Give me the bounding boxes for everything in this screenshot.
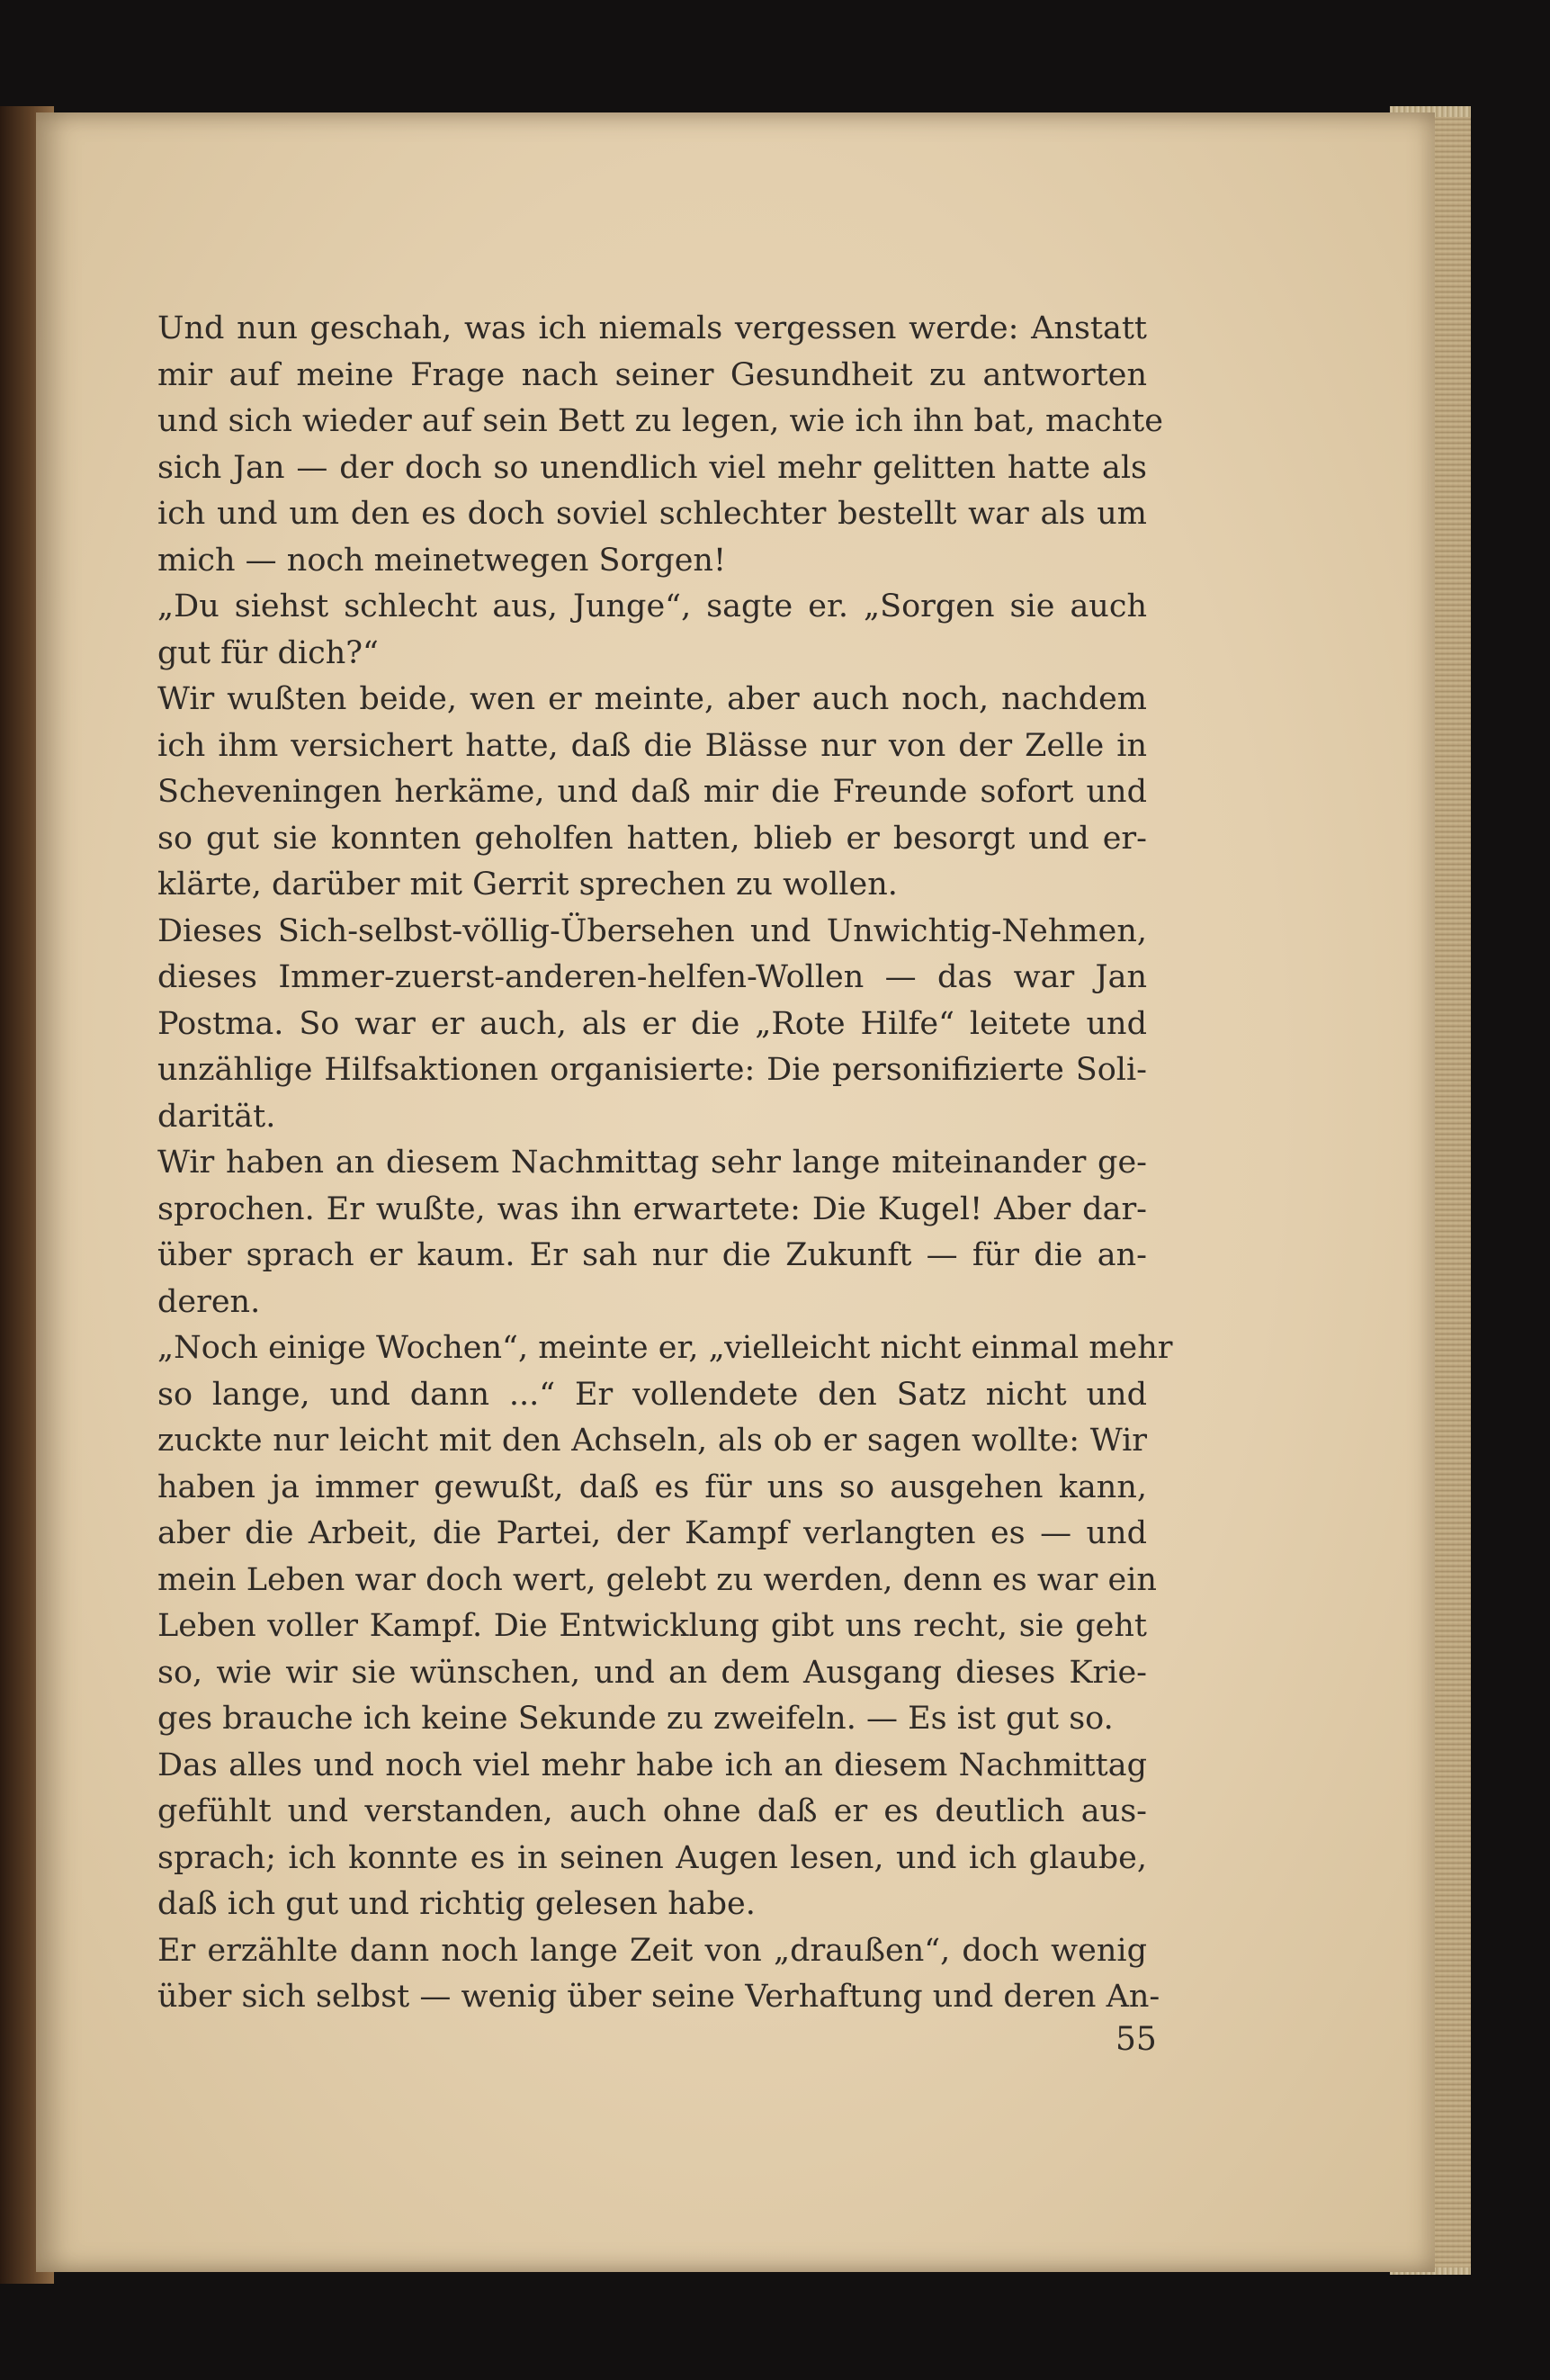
text-line: Wir wußten beide, wen er meinte, aber auch noch, nachdem: [157, 681, 1147, 717]
book-cover-edge: [1435, 117, 1471, 2268]
text-line: so gut sie konnten geholfen hatten, blieb er besorgt und er-: [157, 820, 1147, 857]
text-line: mein Leben war doch wert, gelebt zu werden, denn es war ein: [157, 1561, 1157, 1598]
text-line: mich — noch meinetwegen Sorgen!: [157, 542, 727, 579]
text-line: und sich wieder auf sein Bett zu legen, wie ich ihn bat, machte: [157, 403, 1163, 439]
text-line: daß ich gut und richtig gelesen habe.: [157, 1886, 756, 1922]
text-line: so lange, und dann ...“ Er vollendete den Satz nicht und: [157, 1376, 1147, 1413]
text-line: mir auf meine Frage nach seiner Gesundheit zu antworten: [157, 356, 1147, 393]
text-line: Scheveningen herkäme, und daß mir die Freunde sofort und: [157, 774, 1147, 810]
text-line: Postma. So war er auch, als er die „Rote Hilfe“ leitete und: [157, 1005, 1147, 1042]
text-line: gefühlt und verstanden, auch ohne daß er es deutlich aus-: [157, 1793, 1147, 1829]
text-line: „Noch einige Wochen“, meinte er, „vielleicht nicht einmal mehr: [157, 1330, 1173, 1366]
body-text: [157, 306, 1173, 2021]
text-line: aber die Arbeit, die Partei, der Kampf verlangten es — und: [157, 1515, 1147, 1551]
text-line: klärte, darüber mit Gerrit sprechen zu wollen.: [157, 867, 898, 903]
text-line: Und nun geschah, was ich niemals vergessen werde: Anstatt: [157, 310, 1147, 346]
text-line: Leben voller Kampf. Die Entwicklung gibt uns recht, sie geht: [157, 1608, 1147, 1644]
text-line: sprochen. Er wußte, was ihn erwartete: Die Kugel! Aber dar-: [157, 1190, 1147, 1227]
text-line: Er erzählte dann noch lange Zeit von „draußen“, doch wenig: [157, 1932, 1147, 1969]
text-line: unzählige Hilfsaktionen organisierte: Die personifizierte Soli-: [157, 1052, 1147, 1088]
text-line: über sprach er kaum. Er sah nur die Zukunft — für die an-: [157, 1237, 1147, 1273]
page-number: 55: [1115, 2021, 1157, 2058]
text-line: Dieses Sich-selbst-völlig-Übersehen und Unwichtig-Nehmen,: [157, 912, 1147, 949]
text-line: zuckte nur leicht mit den Achseln, als ob er sagen wollte: Wir: [157, 1423, 1147, 1459]
text-line: ges brauche ich keine Sekunde zu zweifeln. — Es ist gut so.: [157, 1701, 1114, 1737]
text-line: deren.: [157, 1283, 261, 1320]
text-line: Wir haben an diesem Nachmittag sehr lange miteinander ge-: [157, 1145, 1147, 1181]
text-line: dieses Immer-zuerst-anderen-helfen-Wollen — das war Jan: [157, 959, 1147, 995]
text-line: über sich selbst — wenig über seine Verhaftung und deren An-: [157, 1979, 1160, 2015]
text-line: „Du siehst schlecht aus, Junge“, sagte er. „Sorgen sie auch: [157, 588, 1147, 624]
text-line: haben ja immer gewußt, daß es für uns so ausgehen kann,: [157, 1468, 1147, 1505]
text-line: ich ihm versichert hatte, daß die Blässe nur von der Zelle in: [157, 727, 1147, 764]
text-line: sprach; ich konnte es in seinen Augen lesen, und ich glaube,: [157, 1839, 1147, 1876]
text-line: sich Jan — der doch so unendlich viel mehr gelitten hatte als: [157, 449, 1147, 486]
text-line: gut für dich?“: [157, 634, 379, 671]
text-line: darität.: [157, 1098, 276, 1135]
text-line: ich und um den es doch soviel schlechter bestellt war als um: [157, 496, 1147, 532]
text-line: so, wie wir sie wünschen, und an dem Ausgang dieses Krie-: [157, 1654, 1147, 1691]
text-line: Das alles und noch viel mehr habe ich an diesem Nachmittag: [157, 1747, 1147, 1783]
